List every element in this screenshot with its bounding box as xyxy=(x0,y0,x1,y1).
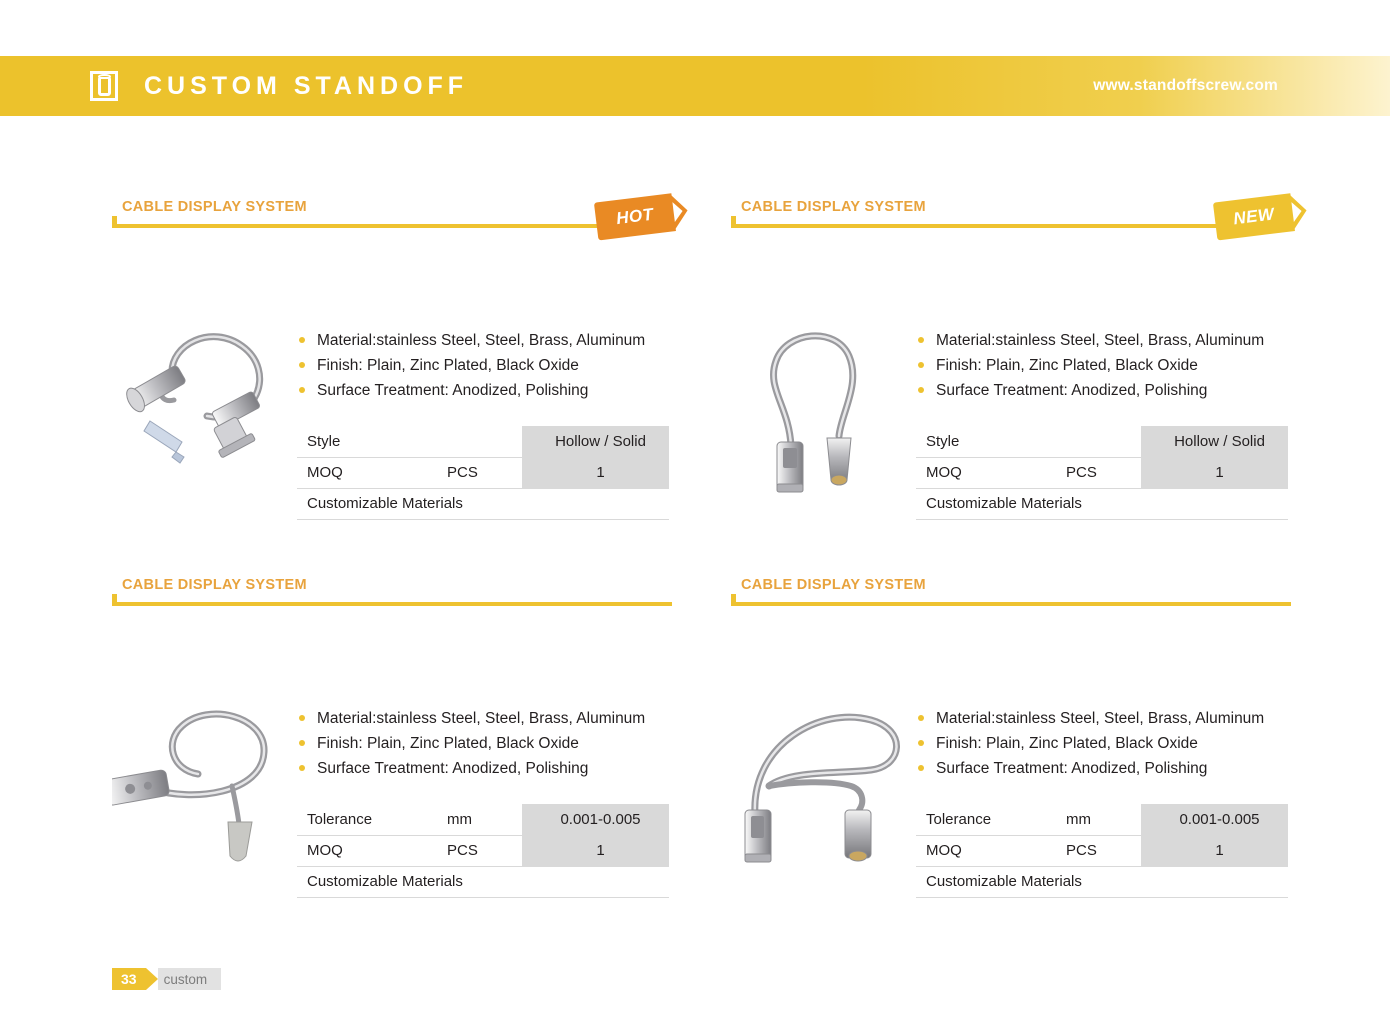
table-cell-label: MOQ xyxy=(297,835,437,866)
panel-rule xyxy=(731,224,1291,228)
spec-item xyxy=(297,731,672,756)
table-cell-value: 1 xyxy=(1141,457,1288,488)
table-row xyxy=(916,457,1288,488)
customizable-materials-label: Customizable Materials xyxy=(297,866,669,897)
spec-text: Surface Treatment: Anodized, Polishing xyxy=(936,382,1208,399)
bullet-icon xyxy=(299,362,305,368)
product-panel xyxy=(112,574,672,914)
table-cell-value: Hollow / Solid xyxy=(522,426,669,457)
spec-item xyxy=(297,328,672,353)
spec-text: Finish: Plain, Zinc Plated, Black Oxide xyxy=(317,357,579,374)
product-panel xyxy=(112,196,672,536)
spec-item xyxy=(297,378,672,403)
spec-item xyxy=(297,353,672,378)
table-row xyxy=(916,835,1288,866)
spec-item xyxy=(916,353,1291,378)
spec-text: Material:stainless Steel, Steel, Brass, Aluminum xyxy=(936,332,1265,349)
customizable-materials-label: Customizable Materials xyxy=(916,866,1288,897)
spec-item xyxy=(297,756,672,781)
table-cell-unit: PCS xyxy=(1056,457,1141,488)
table-row xyxy=(297,866,669,897)
page-header xyxy=(0,56,1390,116)
spec-text: Surface Treatment: Anodized, Polishing xyxy=(317,382,589,399)
spec-text: Finish: Plain, Zinc Plated, Black Oxide xyxy=(936,735,1198,752)
table-cell-label: MOQ xyxy=(297,457,437,488)
spec-item xyxy=(916,731,1291,756)
spec-text: Finish: Plain, Zinc Plated, Black Oxide xyxy=(936,357,1198,374)
status-badge-label: HOT xyxy=(615,204,655,229)
panel-title: CABLE DISPLAY SYSTEM xyxy=(741,577,926,593)
spec-text: Material:stainless Steel, Steel, Brass, Aluminum xyxy=(317,332,646,349)
table-row xyxy=(297,426,669,457)
spec-item xyxy=(297,706,672,731)
table-row xyxy=(916,426,1288,457)
spec-list xyxy=(297,706,672,781)
panel-rule xyxy=(112,602,672,606)
table-cell-label: Style xyxy=(916,426,1056,457)
panel-title: CABLE DISPLAY SYSTEM xyxy=(741,199,926,215)
table-cell-label: Tolerance xyxy=(297,804,437,835)
table-cell-value: 0.001-0.005 xyxy=(1141,804,1288,835)
table-row xyxy=(916,488,1288,519)
panel-rule xyxy=(731,602,1291,606)
table-row xyxy=(297,457,669,488)
spec-text: Material:stainless Steel, Steel, Brass, Aluminum xyxy=(936,710,1265,727)
bullet-icon xyxy=(918,387,924,393)
table-row xyxy=(297,835,669,866)
standoff-cylinder-icon xyxy=(90,69,120,103)
spec-table xyxy=(297,426,669,520)
page-footer xyxy=(112,968,221,990)
bullet-icon xyxy=(299,740,305,746)
panel-title: CABLE DISPLAY SYSTEM xyxy=(122,577,307,593)
panel-header xyxy=(731,574,1291,614)
spec-item xyxy=(916,378,1291,403)
bullet-icon xyxy=(918,715,924,721)
bullet-icon xyxy=(299,765,305,771)
bullet-icon xyxy=(918,740,924,746)
table-row xyxy=(297,804,669,835)
table-cell-unit: PCS xyxy=(437,457,522,488)
page-number: 33 xyxy=(112,968,146,990)
bullet-icon xyxy=(918,337,924,343)
table-row xyxy=(916,804,1288,835)
product-image xyxy=(112,674,302,874)
spec-text: Material:stainless Steel, Steel, Brass, Aluminum xyxy=(317,710,646,727)
table-cell-value: Hollow / Solid xyxy=(1141,426,1288,457)
customizable-materials-label: Customizable Materials xyxy=(297,488,669,519)
spec-table xyxy=(916,426,1288,520)
table-cell-unit: mm xyxy=(437,804,522,835)
panel-rule xyxy=(112,224,672,228)
bullet-icon xyxy=(299,715,305,721)
table-cell-unit: mm xyxy=(1056,804,1141,835)
table-cell-unit xyxy=(1056,426,1141,457)
table-cell-label: MOQ xyxy=(916,457,1056,488)
bullet-icon xyxy=(299,387,305,393)
panel-header xyxy=(112,196,672,236)
spec-text: Finish: Plain, Zinc Plated, Black Oxide xyxy=(317,735,579,752)
panel-header xyxy=(112,574,672,614)
product-image xyxy=(112,296,302,496)
table-cell-label: MOQ xyxy=(916,835,1056,866)
table-cell-unit xyxy=(437,426,522,457)
panel-header xyxy=(731,196,1291,236)
bullet-icon xyxy=(918,362,924,368)
website-url[interactable]: www.standoffscrew.com xyxy=(1093,77,1278,94)
spec-item xyxy=(916,328,1291,353)
table-cell-unit: PCS xyxy=(1056,835,1141,866)
table-cell-value: 1 xyxy=(522,457,669,488)
product-panel xyxy=(731,196,1291,536)
product-image xyxy=(731,296,921,496)
spec-item xyxy=(916,706,1291,731)
spec-table xyxy=(297,804,669,898)
bullet-icon xyxy=(918,765,924,771)
spec-list xyxy=(916,328,1291,403)
spec-text: Surface Treatment: Anodized, Polishing xyxy=(936,760,1208,777)
table-cell-label: Style xyxy=(297,426,437,457)
table-row xyxy=(297,488,669,519)
footer-arrow-icon xyxy=(146,968,158,990)
customizable-materials-label: Customizable Materials xyxy=(916,488,1288,519)
table-cell-value: 1 xyxy=(522,835,669,866)
table-cell-label: Tolerance xyxy=(916,804,1056,835)
spec-table xyxy=(916,804,1288,898)
bullet-icon xyxy=(299,337,305,343)
product-panel xyxy=(731,574,1291,914)
product-image xyxy=(731,674,921,874)
status-badge-label: NEW xyxy=(1232,204,1276,229)
footer-label: custom xyxy=(158,968,222,990)
table-row xyxy=(916,866,1288,897)
spec-text: Surface Treatment: Anodized, Polishing xyxy=(317,760,589,777)
spec-list xyxy=(916,706,1291,781)
spec-list xyxy=(297,328,672,403)
panel-title: CABLE DISPLAY SYSTEM xyxy=(122,199,307,215)
spec-item xyxy=(916,756,1291,781)
table-cell-unit: PCS xyxy=(437,835,522,866)
page-title: CUSTOM STANDOFF xyxy=(144,71,469,100)
table-cell-value: 0.001-0.005 xyxy=(522,804,669,835)
table-cell-value: 1 xyxy=(1141,835,1288,866)
